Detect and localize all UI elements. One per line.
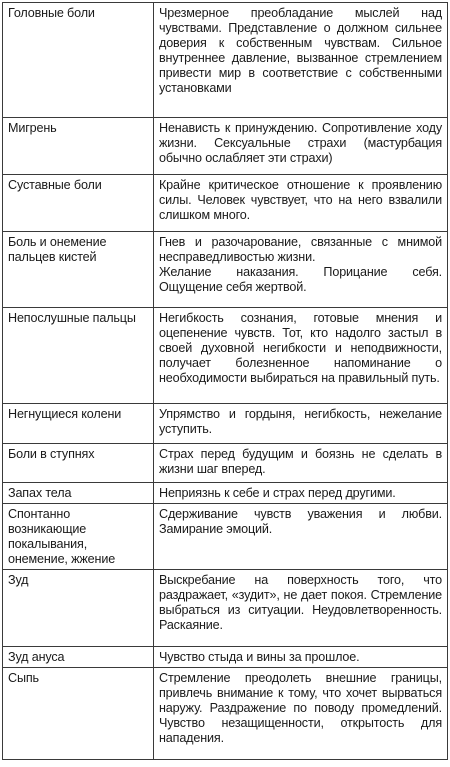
table-row: [3, 483, 448, 504]
cause-cell: Чрезмерное преобладание мыслей над чувствами. Представление о должном сильнее доверия к собственным чувствам. Сильное внутреннее давление, вызванное стремлением привести мир в соответствие с собственными установками: [154, 3, 448, 118]
symptoms-table: [2, 2, 448, 760]
symptom-cell: Зуд: [3, 570, 154, 647]
cause-line: Гнев и разочарование, связанные с мнимой несправедливостью жизни.: [159, 235, 442, 264]
table-row: [3, 404, 448, 444]
symptom-cell: Сыпь: [3, 668, 154, 760]
cause-cell: Негибкость сознания, готовые мнения и оцепенение чувств. Тот, кто надолго застыл в своей духовной негибкости и неподвижности, получает болезненное напоминание о необходимости выбираться на правильный путь.: [154, 308, 448, 404]
symptom-cell: Головные боли: [3, 3, 154, 118]
table-row: [3, 504, 448, 570]
symptom-cell: Спонтанно возникающие покалывания, онемение, жжение: [3, 504, 154, 570]
symptom-cell: Негнущиеся колени: [3, 404, 154, 444]
cause-cell: Чувство стыда и вины за прошлое.: [154, 647, 448, 668]
table-row: [3, 668, 448, 760]
symptom-cell: Запах тела: [3, 483, 154, 504]
cause-cell: Стремление преодолеть внешние границы, привлечь внимание к тому, что хочет вырваться наружу. Раздражение по поводу промедлений. Чувство незащищенности, открытость для нападения.: [154, 668, 448, 760]
symptom-cell: Боль и онемение пальцев кистей: [3, 232, 154, 308]
table-row: [3, 570, 448, 647]
symptom-cell: Зуд ануса: [3, 647, 154, 668]
table-row: [3, 175, 448, 232]
cause-cell: [154, 232, 448, 308]
cause-cell: Сдерживание чувств уважения и любви. Замирание эмоций.: [154, 504, 448, 570]
cause-cell: Упрямство и гордыня, негибкость, нежелание уступить.: [154, 404, 448, 444]
symptom-cell: Непослушные пальцы: [3, 308, 154, 404]
symptom-cell: Мигрень: [3, 118, 154, 175]
symptom-cell: Суставные боли: [3, 175, 154, 232]
table-row: [3, 232, 448, 308]
table-row: [3, 3, 448, 118]
cause-cell: Неприязнь к себе и страх перед другими.: [154, 483, 448, 504]
table-row: [3, 444, 448, 483]
cause-cell: Страх перед будущим и боязнь не сделать в жизни шаг вперед.: [154, 444, 448, 483]
cause-cell: Выскребание на поверхность того, что раздражает, «зудит», не дает покоя. Стремление выбраться из ситуации. Неудовлетворенность. Раскаяние.: [154, 570, 448, 647]
cause-cell: Ненависть к принуждению. Сопротивление ходу жизни. Сексуальные страхи (мастурбация обычно ослабляет эти страхи): [154, 118, 448, 175]
table-row: [3, 118, 448, 175]
table-row: [3, 308, 448, 404]
cause-cell: Крайне критическое отношение к проявлению силы. Человек чувствует, что на него взвалили слишком много.: [154, 175, 448, 232]
table-row: [3, 647, 448, 668]
cause-line: Желание наказания. Порицание себя. Ощущение себя жертвой.: [159, 265, 442, 294]
symptom-cell: Боли в ступнях: [3, 444, 154, 483]
